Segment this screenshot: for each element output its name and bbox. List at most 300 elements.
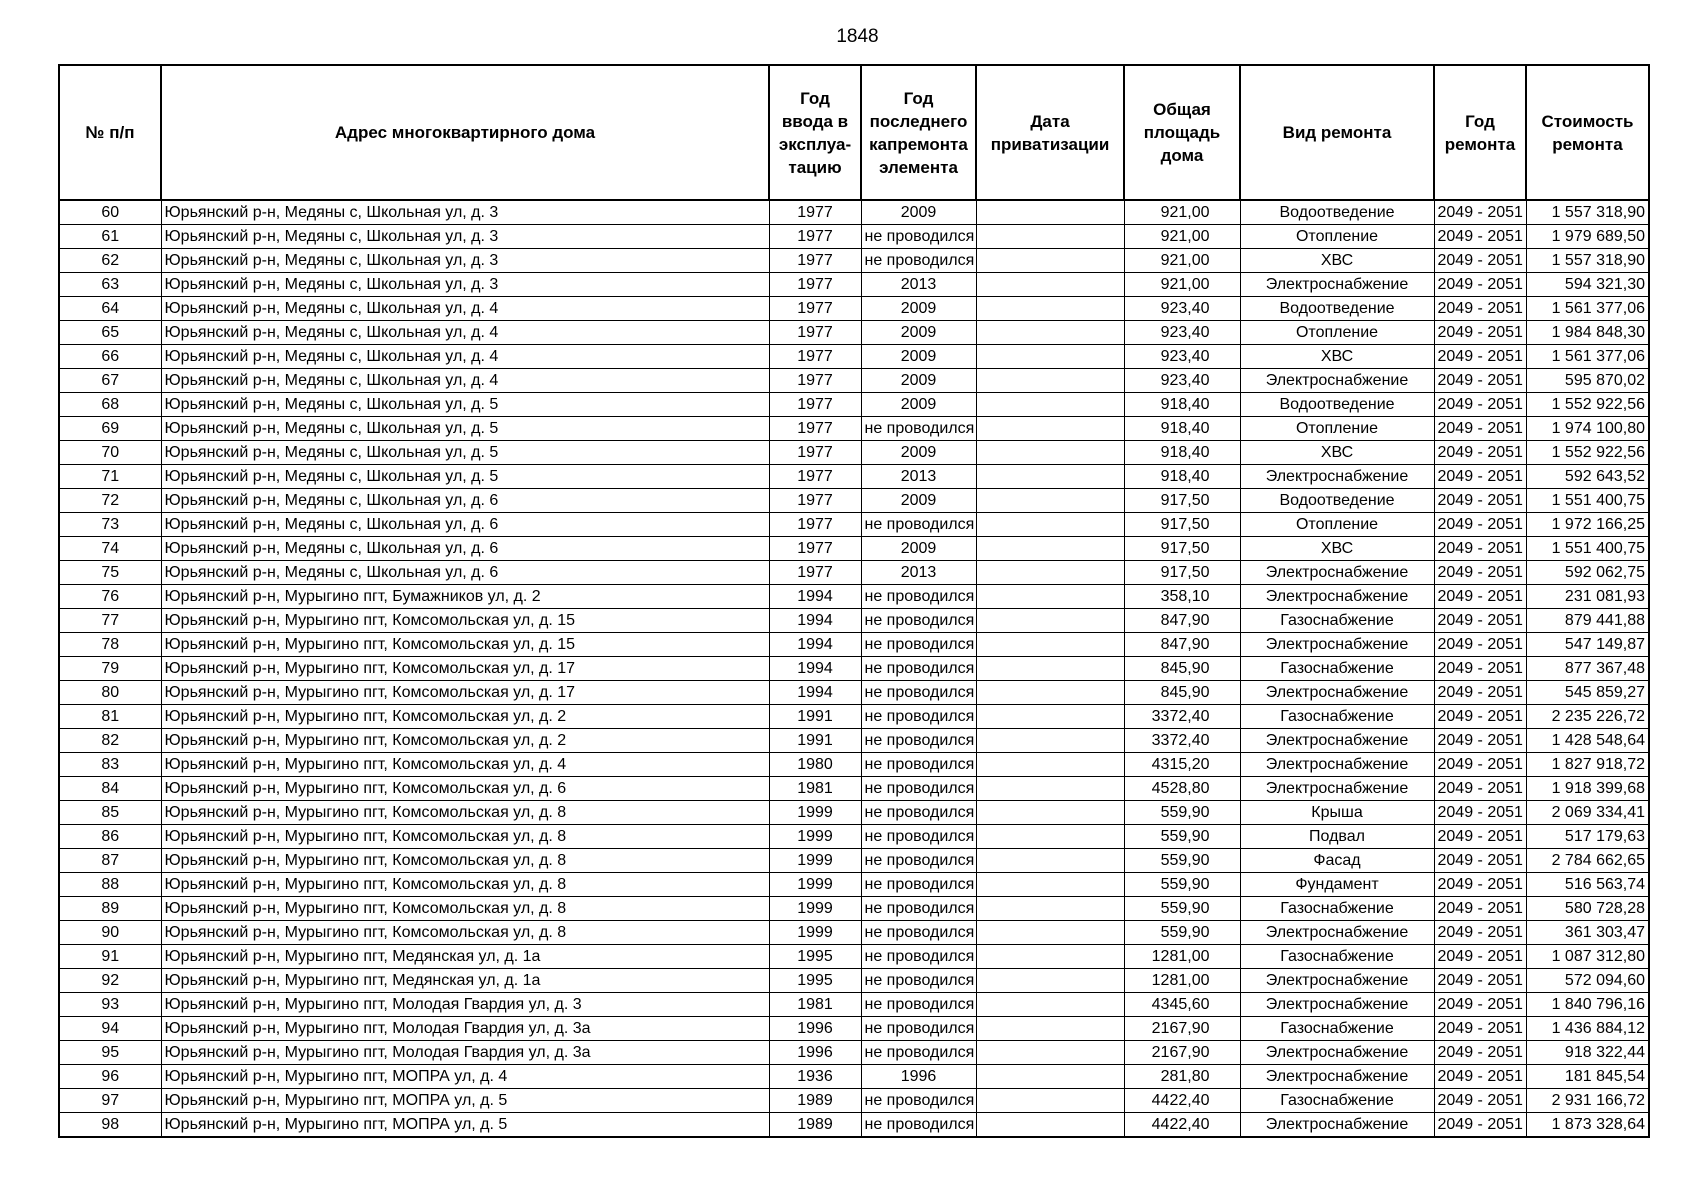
cell-privatization (976, 489, 1124, 513)
cell-repair-year: 2049 - 2051 (1434, 561, 1526, 585)
cell-area: 923,40 (1124, 321, 1240, 345)
cell-address: Юрьянский р-н, Мурыгино пгт, МОПРА ул, д. 5 (161, 1113, 769, 1138)
table-row (59, 513, 1649, 537)
cell-cost: 1 918 399,68 (1526, 777, 1649, 801)
cell-privatization (976, 321, 1124, 345)
cell-address: Юрьянский р-н, Медяны с, Школьная ул, д. 6 (161, 561, 769, 585)
cell-repair-year: 2049 - 2051 (1434, 1089, 1526, 1113)
cell-year-commission: 1977 (769, 369, 861, 393)
cell-repair-type: Фасад (1240, 849, 1434, 873)
cell-area: 4315,20 (1124, 753, 1240, 777)
cell-repair-type: Электроснабжение (1240, 273, 1434, 297)
cell-cost: 231 081,93 (1526, 585, 1649, 609)
cell-last-repair: 2013 (861, 273, 976, 297)
cell-last-repair: 2009 (861, 393, 976, 417)
table-row (59, 1113, 1649, 1138)
cell-repair-year: 2049 - 2051 (1434, 1017, 1526, 1041)
cell-privatization (976, 921, 1124, 945)
cell-repair-year: 2049 - 2051 (1434, 489, 1526, 513)
cell-area: 4422,40 (1124, 1089, 1240, 1113)
cell-address: Юрьянский р-н, Мурыгино пгт, Комсомольская ул, д. 2 (161, 729, 769, 753)
cell-last-repair: не проводился (861, 705, 976, 729)
cell-repair-year: 2049 - 2051 (1434, 609, 1526, 633)
cell-last-repair: 2009 (861, 200, 976, 225)
cell-privatization (976, 561, 1124, 585)
cell-num: 96 (59, 1065, 161, 1089)
cell-area: 2167,90 (1124, 1041, 1240, 1065)
cell-repair-type: Водоотведение (1240, 489, 1434, 513)
cell-privatization (976, 225, 1124, 249)
table-body (59, 200, 1649, 1137)
cell-cost: 1 561 377,06 (1526, 297, 1649, 321)
cell-repair-type: Фундамент (1240, 873, 1434, 897)
cell-privatization (976, 465, 1124, 489)
cell-area: 921,00 (1124, 273, 1240, 297)
cell-area: 917,50 (1124, 561, 1240, 585)
cell-cost: 181 845,54 (1526, 1065, 1649, 1089)
cell-year-commission: 1999 (769, 825, 861, 849)
cell-repair-type: Отопление (1240, 513, 1434, 537)
cell-repair-type: Газоснабжение (1240, 1017, 1434, 1041)
cell-privatization (976, 633, 1124, 657)
table-row (59, 369, 1649, 393)
cell-num: 61 (59, 225, 161, 249)
cell-repair-type: ХВС (1240, 345, 1434, 369)
cell-privatization (976, 393, 1124, 417)
cell-area: 1281,00 (1124, 969, 1240, 993)
cell-year-commission: 1977 (769, 297, 861, 321)
cell-last-repair: не проводился (861, 729, 976, 753)
header-year-commission: Год ввода в эксплуа-тацию (769, 65, 861, 200)
cell-privatization (976, 657, 1124, 681)
cell-year-commission: 1977 (769, 417, 861, 441)
header-num: № п/п (59, 65, 161, 200)
cell-area: 3372,40 (1124, 729, 1240, 753)
cell-area: 559,90 (1124, 825, 1240, 849)
cell-area: 845,90 (1124, 657, 1240, 681)
cell-privatization (976, 1089, 1124, 1113)
cell-year-commission: 1981 (769, 777, 861, 801)
table-row (59, 441, 1649, 465)
cell-repair-type: Крыша (1240, 801, 1434, 825)
cell-repair-type: Газоснабжение (1240, 945, 1434, 969)
cell-area: 918,40 (1124, 417, 1240, 441)
cell-repair-year: 2049 - 2051 (1434, 369, 1526, 393)
cell-year-commission: 1977 (769, 465, 861, 489)
cell-num: 73 (59, 513, 161, 537)
cell-address: Юрьянский р-н, Медяны с, Школьная ул, д. 4 (161, 369, 769, 393)
cell-address: Юрьянский р-н, Мурыгино пгт, Комсомольская ул, д. 2 (161, 705, 769, 729)
cell-last-repair: не проводился (861, 609, 976, 633)
cell-year-commission: 1999 (769, 873, 861, 897)
table-row (59, 489, 1649, 513)
cell-area: 559,90 (1124, 849, 1240, 873)
cell-repair-type: Электроснабжение (1240, 585, 1434, 609)
header-cost: Стоимость ремонта (1526, 65, 1649, 200)
cell-address: Юрьянский р-н, Медяны с, Школьная ул, д. 5 (161, 465, 769, 489)
cell-num: 91 (59, 945, 161, 969)
cell-address: Юрьянский р-н, Мурыгино пгт, Бумажников ул, д. 2 (161, 585, 769, 609)
cell-privatization (976, 705, 1124, 729)
cell-privatization (976, 969, 1124, 993)
cell-cost: 2 931 166,72 (1526, 1089, 1649, 1113)
cell-address: Юрьянский р-н, Медяны с, Школьная ул, д. 6 (161, 513, 769, 537)
cell-address: Юрьянский р-н, Медяны с, Школьная ул, д. 3 (161, 273, 769, 297)
cell-repair-type: Электроснабжение (1240, 1065, 1434, 1089)
table-row (59, 537, 1649, 561)
table-row (59, 609, 1649, 633)
cell-last-repair: 2009 (861, 441, 976, 465)
cell-address: Юрьянский р-н, Медяны с, Школьная ул, д. 4 (161, 321, 769, 345)
cell-address: Юрьянский р-н, Медяны с, Школьная ул, д. 3 (161, 249, 769, 273)
cell-num: 65 (59, 321, 161, 345)
repair-table (58, 64, 1650, 1138)
table-row (59, 993, 1649, 1017)
cell-area: 923,40 (1124, 297, 1240, 321)
cell-last-repair: не проводился (861, 825, 976, 849)
cell-repair-year: 2049 - 2051 (1434, 993, 1526, 1017)
table-row (59, 873, 1649, 897)
cell-year-commission: 1977 (769, 273, 861, 297)
cell-repair-year: 2049 - 2051 (1434, 345, 1526, 369)
cell-year-commission: 1996 (769, 1017, 861, 1041)
cell-num: 70 (59, 441, 161, 465)
cell-cost: 1 552 922,56 (1526, 441, 1649, 465)
table-row (59, 1089, 1649, 1113)
cell-year-commission: 1977 (769, 249, 861, 273)
table-row (59, 273, 1649, 297)
table-row (59, 417, 1649, 441)
cell-year-commission: 1977 (769, 200, 861, 225)
cell-area: 847,90 (1124, 609, 1240, 633)
cell-year-commission: 1996 (769, 1041, 861, 1065)
cell-area: 921,00 (1124, 225, 1240, 249)
cell-cost: 1 551 400,75 (1526, 537, 1649, 561)
cell-address: Юрьянский р-н, Мурыгино пгт, Комсомольская ул, д. 15 (161, 633, 769, 657)
cell-cost: 1 873 328,64 (1526, 1113, 1649, 1138)
cell-cost: 594 321,30 (1526, 273, 1649, 297)
cell-year-commission: 1977 (769, 513, 861, 537)
cell-repair-year: 2049 - 2051 (1434, 849, 1526, 873)
cell-area: 921,00 (1124, 200, 1240, 225)
cell-privatization (976, 777, 1124, 801)
cell-repair-type: Электроснабжение (1240, 633, 1434, 657)
cell-num: 88 (59, 873, 161, 897)
header-repair-type: Вид ремонта (1240, 65, 1434, 200)
cell-repair-year: 2049 - 2051 (1434, 1113, 1526, 1138)
cell-area: 559,90 (1124, 897, 1240, 921)
cell-year-commission: 1991 (769, 705, 861, 729)
cell-address: Юрьянский р-н, Мурыгино пгт, Комсомольская ул, д. 15 (161, 609, 769, 633)
cell-last-repair: 2009 (861, 297, 976, 321)
cell-repair-year: 2049 - 2051 (1434, 945, 1526, 969)
cell-repair-year: 2049 - 2051 (1434, 249, 1526, 273)
cell-num: 82 (59, 729, 161, 753)
cell-cost: 1 428 548,64 (1526, 729, 1649, 753)
cell-privatization (976, 873, 1124, 897)
cell-year-commission: 1977 (769, 225, 861, 249)
table-row (59, 705, 1649, 729)
cell-address: Юрьянский р-н, Мурыгино пгт, Комсомольская ул, д. 4 (161, 753, 769, 777)
cell-repair-type: Электроснабжение (1240, 1041, 1434, 1065)
cell-address: Юрьянский р-н, Мурыгино пгт, Комсомольская ул, д. 8 (161, 849, 769, 873)
cell-repair-year: 2049 - 2051 (1434, 873, 1526, 897)
cell-address: Юрьянский р-н, Медяны с, Школьная ул, д. 3 (161, 225, 769, 249)
cell-repair-year: 2049 - 2051 (1434, 681, 1526, 705)
cell-address: Юрьянский р-н, Мурыгино пгт, Комсомольская ул, д. 8 (161, 897, 769, 921)
cell-area: 559,90 (1124, 873, 1240, 897)
cell-address: Юрьянский р-н, Мурыгино пгт, Комсомольская ул, д. 8 (161, 801, 769, 825)
cell-num: 87 (59, 849, 161, 873)
cell-repair-type: Газоснабжение (1240, 897, 1434, 921)
table-row (59, 777, 1649, 801)
cell-repair-year: 2049 - 2051 (1434, 729, 1526, 753)
cell-last-repair: не проводился (861, 897, 976, 921)
cell-area: 923,40 (1124, 345, 1240, 369)
cell-repair-type: Подвал (1240, 825, 1434, 849)
cell-address: Юрьянский р-н, Медяны с, Школьная ул, д. 3 (161, 200, 769, 225)
cell-last-repair: не проводился (861, 1017, 976, 1041)
cell-num: 97 (59, 1089, 161, 1113)
cell-last-repair: 2009 (861, 321, 976, 345)
table-row (59, 681, 1649, 705)
cell-address: Юрьянский р-н, Мурыгино пгт, МОПРА ул, д. 4 (161, 1065, 769, 1089)
cell-num: 74 (59, 537, 161, 561)
cell-repair-type: ХВС (1240, 249, 1434, 273)
cell-privatization (976, 729, 1124, 753)
cell-area: 281,80 (1124, 1065, 1240, 1089)
cell-repair-type: Электроснабжение (1240, 561, 1434, 585)
cell-year-commission: 1994 (769, 633, 861, 657)
cell-privatization (976, 200, 1124, 225)
cell-cost: 580 728,28 (1526, 897, 1649, 921)
table-row (59, 657, 1649, 681)
cell-cost: 592 062,75 (1526, 561, 1649, 585)
cell-last-repair: 1996 (861, 1065, 976, 1089)
cell-cost: 1 087 312,80 (1526, 945, 1649, 969)
cell-last-repair: не проводился (861, 657, 976, 681)
cell-area: 917,50 (1124, 489, 1240, 513)
table-row (59, 1065, 1649, 1089)
cell-num: 79 (59, 657, 161, 681)
cell-privatization (976, 273, 1124, 297)
cell-privatization (976, 249, 1124, 273)
header-area: Общая площадь дома (1124, 65, 1240, 200)
cell-year-commission: 1999 (769, 801, 861, 825)
cell-address: Юрьянский р-н, Мурыгино пгт, Молодая Гвардия ул, д. 3а (161, 1041, 769, 1065)
cell-cost: 517 179,63 (1526, 825, 1649, 849)
cell-num: 84 (59, 777, 161, 801)
table-row (59, 801, 1649, 825)
cell-address: Юрьянский р-н, Мурыгино пгт, МОПРА ул, д. 5 (161, 1089, 769, 1113)
cell-last-repair: не проводился (861, 249, 976, 273)
cell-num: 62 (59, 249, 161, 273)
table-row (59, 321, 1649, 345)
table-row (59, 393, 1649, 417)
header-repair-year: Год ремонта (1434, 65, 1526, 200)
cell-area: 4422,40 (1124, 1113, 1240, 1138)
cell-num: 86 (59, 825, 161, 849)
cell-num: 66 (59, 345, 161, 369)
cell-last-repair: не проводился (861, 873, 976, 897)
cell-cost: 1 972 166,25 (1526, 513, 1649, 537)
cell-repair-type: Электроснабжение (1240, 969, 1434, 993)
header-year-last-repair: Год последнего капремонта элемента (861, 65, 976, 200)
cell-last-repair: не проводился (861, 1113, 976, 1138)
cell-address: Юрьянский р-н, Мурыгино пгт, Медянская ул, д. 1а (161, 969, 769, 993)
cell-cost: 545 859,27 (1526, 681, 1649, 705)
cell-address: Юрьянский р-н, Мурыгино пгт, Комсомольская ул, д. 6 (161, 777, 769, 801)
cell-repair-type: Газоснабжение (1240, 609, 1434, 633)
cell-privatization (976, 345, 1124, 369)
cell-year-commission: 1977 (769, 537, 861, 561)
table-row (59, 753, 1649, 777)
cell-privatization (976, 993, 1124, 1017)
cell-year-commission: 1994 (769, 657, 861, 681)
cell-area: 845,90 (1124, 681, 1240, 705)
cell-privatization (976, 297, 1124, 321)
cell-num: 94 (59, 1017, 161, 1041)
cell-num: 92 (59, 969, 161, 993)
cell-year-commission: 1981 (769, 993, 861, 1017)
cell-num: 76 (59, 585, 161, 609)
cell-repair-year: 2049 - 2051 (1434, 921, 1526, 945)
cell-year-commission: 1977 (769, 393, 861, 417)
cell-num: 98 (59, 1113, 161, 1138)
cell-repair-year: 2049 - 2051 (1434, 753, 1526, 777)
page-number: 1848 (836, 26, 879, 47)
cell-year-commission: 1999 (769, 849, 861, 873)
table-row (59, 249, 1649, 273)
cell-area: 918,40 (1124, 465, 1240, 489)
cell-repair-type: Отопление (1240, 225, 1434, 249)
cell-repair-year: 2049 - 2051 (1434, 777, 1526, 801)
cell-last-repair: не проводился (861, 921, 976, 945)
table-row (59, 969, 1649, 993)
cell-last-repair: 2009 (861, 537, 976, 561)
cell-repair-year: 2049 - 2051 (1434, 393, 1526, 417)
cell-cost: 1 979 689,50 (1526, 225, 1649, 249)
cell-num: 63 (59, 273, 161, 297)
cell-address: Юрьянский р-н, Медяны с, Школьная ул, д. 4 (161, 345, 769, 369)
cell-cost: 918 322,44 (1526, 1041, 1649, 1065)
table-row (59, 297, 1649, 321)
cell-num: 71 (59, 465, 161, 489)
cell-cost: 1 551 400,75 (1526, 489, 1649, 513)
cell-num: 75 (59, 561, 161, 585)
cell-area: 4528,80 (1124, 777, 1240, 801)
cell-repair-year: 2049 - 2051 (1434, 705, 1526, 729)
cell-repair-year: 2049 - 2051 (1434, 585, 1526, 609)
cell-area: 2167,90 (1124, 1017, 1240, 1041)
cell-repair-year: 2049 - 2051 (1434, 657, 1526, 681)
cell-area: 1281,00 (1124, 945, 1240, 969)
cell-area: 3372,40 (1124, 705, 1240, 729)
cell-repair-year: 2049 - 2051 (1434, 1041, 1526, 1065)
cell-num: 83 (59, 753, 161, 777)
cell-repair-year: 2049 - 2051 (1434, 200, 1526, 225)
cell-repair-year: 2049 - 2051 (1434, 897, 1526, 921)
cell-cost: 361 303,47 (1526, 921, 1649, 945)
cell-address: Юрьянский р-н, Мурыгино пгт, Комсомольская ул, д. 17 (161, 657, 769, 681)
cell-repair-year: 2049 - 2051 (1434, 537, 1526, 561)
cell-last-repair: не проводился (861, 969, 976, 993)
cell-repair-type: Электроснабжение (1240, 777, 1434, 801)
table-row (59, 945, 1649, 969)
table-row (59, 1041, 1649, 1065)
cell-num: 93 (59, 993, 161, 1017)
cell-last-repair: не проводился (861, 777, 976, 801)
header-privatization: Дата приватизации (976, 65, 1124, 200)
cell-cost: 572 094,60 (1526, 969, 1649, 993)
table-row (59, 825, 1649, 849)
cell-last-repair: 2013 (861, 465, 976, 489)
cell-area: 847,90 (1124, 633, 1240, 657)
table-row (59, 849, 1649, 873)
cell-repair-type: Электроснабжение (1240, 1113, 1434, 1138)
cell-num: 60 (59, 200, 161, 225)
table-row (59, 465, 1649, 489)
cell-year-commission: 1999 (769, 921, 861, 945)
cell-privatization (976, 945, 1124, 969)
cell-year-commission: 1995 (769, 969, 861, 993)
cell-area: 917,50 (1124, 537, 1240, 561)
cell-privatization (976, 609, 1124, 633)
cell-year-commission: 1994 (769, 681, 861, 705)
cell-last-repair: 2009 (861, 369, 976, 393)
cell-year-commission: 1994 (769, 609, 861, 633)
cell-repair-year: 2049 - 2051 (1434, 801, 1526, 825)
cell-privatization (976, 849, 1124, 873)
cell-cost: 516 563,74 (1526, 873, 1649, 897)
cell-area: 4345,60 (1124, 993, 1240, 1017)
cell-year-commission: 1977 (769, 345, 861, 369)
cell-area: 923,40 (1124, 369, 1240, 393)
cell-area: 918,40 (1124, 441, 1240, 465)
cell-repair-type: Газоснабжение (1240, 1089, 1434, 1113)
cell-repair-type: Электроснабжение (1240, 729, 1434, 753)
cell-repair-year: 2049 - 2051 (1434, 633, 1526, 657)
cell-address: Юрьянский р-н, Мурыгино пгт, Молодая Гвардия ул, д. 3 (161, 993, 769, 1017)
cell-repair-type: Водоотведение (1240, 393, 1434, 417)
cell-last-repair: не проводился (861, 633, 976, 657)
cell-cost: 879 441,88 (1526, 609, 1649, 633)
cell-repair-year: 2049 - 2051 (1434, 969, 1526, 993)
cell-num: 77 (59, 609, 161, 633)
table-row (59, 585, 1649, 609)
cell-cost: 877 367,48 (1526, 657, 1649, 681)
cell-year-commission: 1980 (769, 753, 861, 777)
cell-year-commission: 1994 (769, 585, 861, 609)
cell-cost: 1 436 884,12 (1526, 1017, 1649, 1041)
cell-repair-type: ХВС (1240, 537, 1434, 561)
cell-last-repair: 2009 (861, 489, 976, 513)
cell-repair-type: ХВС (1240, 441, 1434, 465)
cell-repair-year: 2049 - 2051 (1434, 1065, 1526, 1089)
cell-privatization (976, 1017, 1124, 1041)
cell-last-repair: не проводился (861, 417, 976, 441)
cell-repair-type: Электроснабжение (1240, 993, 1434, 1017)
cell-year-commission: 1999 (769, 897, 861, 921)
cell-address: Юрьянский р-н, Медяны с, Школьная ул, д. 4 (161, 297, 769, 321)
cell-privatization (976, 1065, 1124, 1089)
cell-cost: 1 552 922,56 (1526, 393, 1649, 417)
cell-area: 559,90 (1124, 801, 1240, 825)
cell-cost: 1 840 796,16 (1526, 993, 1649, 1017)
cell-repair-type: Электроснабжение (1240, 465, 1434, 489)
cell-year-commission: 1977 (769, 489, 861, 513)
table-row (59, 897, 1649, 921)
